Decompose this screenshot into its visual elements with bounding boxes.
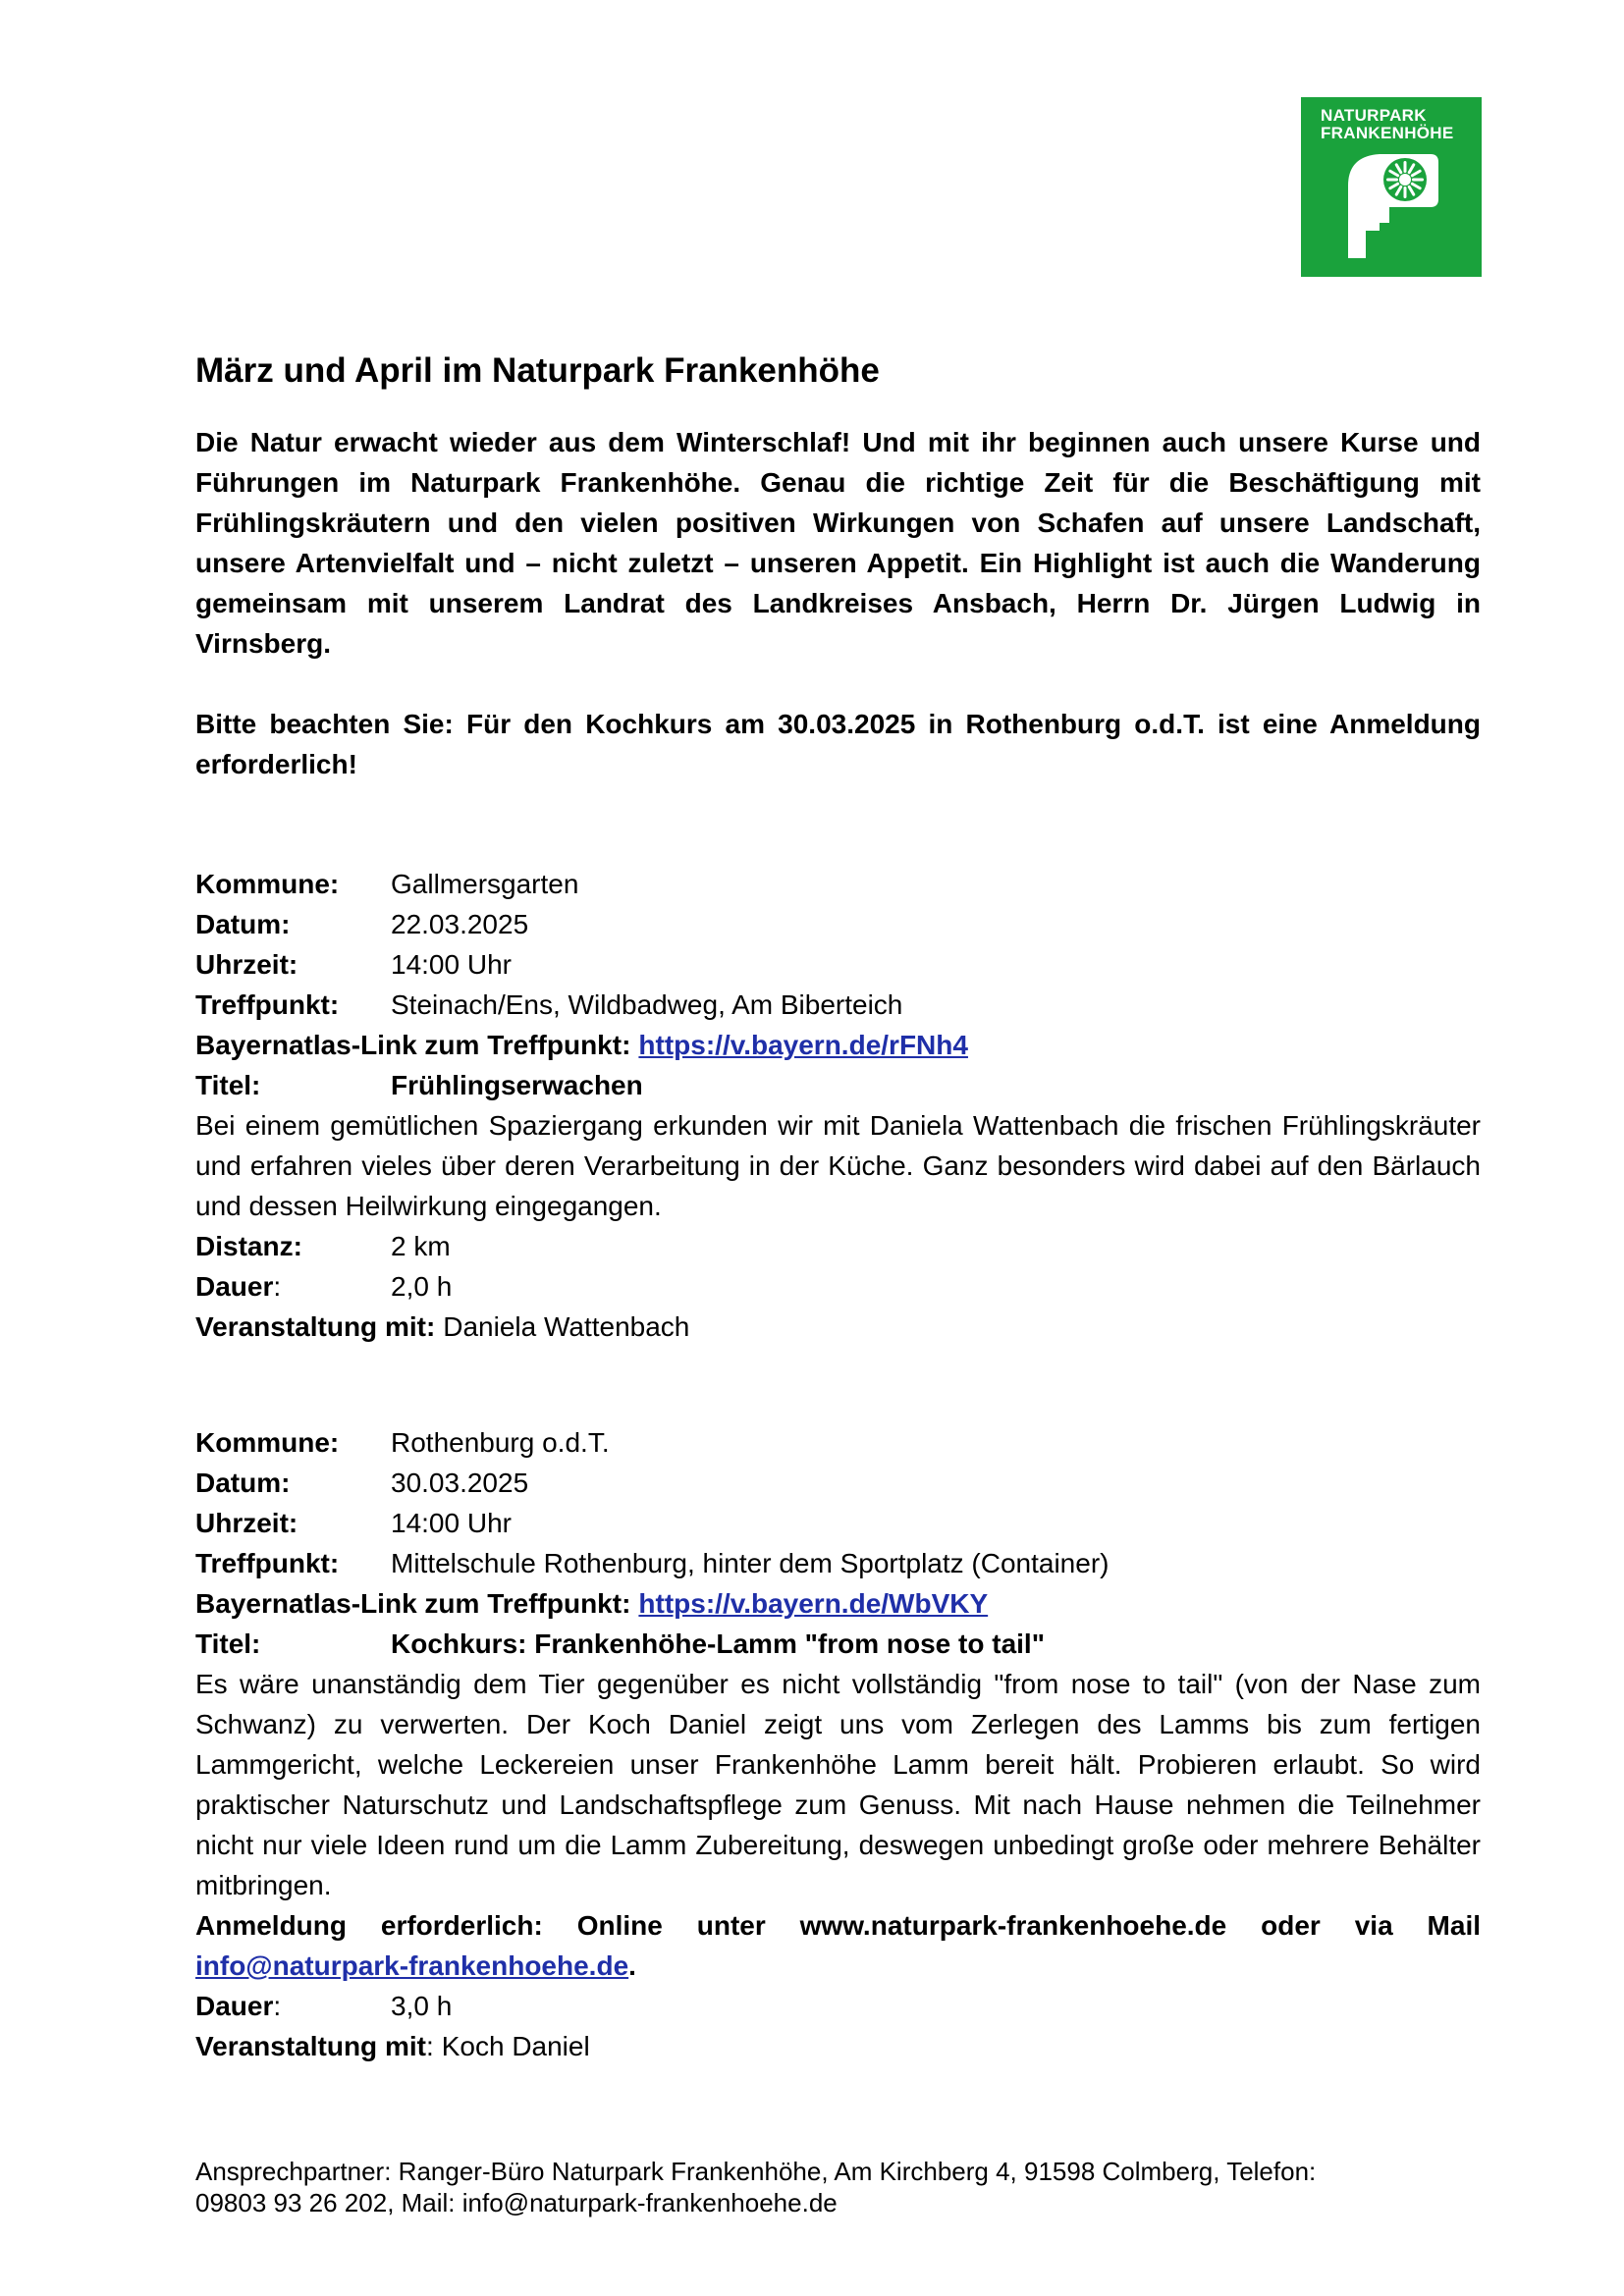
titel-value: Frühlingserwachen (391, 1070, 643, 1100)
datum-label: Datum: (195, 909, 291, 939)
treffpunkt-value: Mittelschule Rothenburg, hinter dem Sportplatz (Container) (391, 1548, 1110, 1578)
event-kommune-row (195, 1422, 1481, 1463)
event-gallmersgarten (195, 864, 1481, 1347)
logo-line-2: FRANKENHÖHE (1321, 124, 1454, 142)
veranstaltung-label: Veranstaltung mit: (195, 1311, 436, 1342)
dauer-label-text: Dauer (195, 1991, 274, 2021)
footer-line-1: Ansprechpartner: Ranger-Büro Naturpark Frankenhöhe, Am Kirchberg 4, 91598 Colmberg, Telefon: (195, 2157, 1317, 2186)
footer-line-2: 09803 93 26 202, Mail: info@naturpark-frankenhoehe.de (195, 2188, 838, 2217)
dauer-label-text: Dauer (195, 1271, 274, 1302)
event-titel-row (195, 1624, 1481, 1664)
treffpunkt-label: Treffpunkt: (195, 989, 340, 1020)
datum-label: Datum: (195, 1468, 291, 1498)
registration-mail-end: . (628, 1950, 636, 1981)
treffpunkt-value: Steinach/Ens, Wildbadweg, Am Biberteich (391, 989, 903, 1020)
bayernatlas-link[interactable]: https://v.bayern.de/rFNh4 (638, 1030, 968, 1060)
dauer-label-colon: : (273, 1271, 282, 1302)
kommune-value: Rothenburg o.d.T. (391, 1427, 610, 1458)
event-treffpunkt-row (195, 985, 1481, 1025)
bayernatlas-label: Bayernatlas-Link zum Treffpunkt: (195, 1030, 631, 1060)
event-registration (195, 1905, 1481, 1986)
kommune-label: Kommune: (195, 1427, 340, 1458)
dauer-label (195, 1986, 391, 2026)
kommune-label: Kommune: (195, 869, 340, 899)
dauer-value: 2,0 h (391, 1271, 453, 1302)
bayernatlas-label: Bayernatlas-Link zum Treffpunkt: (195, 1588, 631, 1619)
logo-line-1: NATURPARK (1321, 106, 1427, 125)
dauer-label (195, 1266, 391, 1307)
event-dauer-row (195, 1986, 1481, 2026)
page-title: März und April im Naturpark Frankenhöhe (195, 351, 880, 390)
dauer-value: 3,0 h (391, 1991, 453, 2021)
event-treffpunkt-row (195, 1543, 1481, 1583)
event-dauer-row (195, 1266, 1481, 1307)
titel-value: Kochkurs: Frankenhöhe-Lamm "from nose to tail" (391, 1629, 1045, 1659)
distanz-value: 2 km (391, 1231, 451, 1261)
datum-value: 22.03.2025 (391, 909, 529, 939)
event-description: Es wäre unanständig dem Tier gegenüber es nicht vollständig "from nose to tail" (von der Nase zum Schwanz) zu verwerten. Der Koch Daniel zeigt uns vom Zerlegen des Lamms bis zum fertigen Lammgericht, welche Leckereien unser Frankenhöhe Lamm bereit hält. Probieren erlaubt. So wird praktischer Naturschutz und Landschaftspflege zum Genuss. Mit nach Hause nehmen die Teilnehmer nicht nur viele Ideen rund um die Lamm Zubereitung, deswegen unbedingt große oder mehrere Behälter mitbringen. (195, 1669, 1481, 1900)
event-bayernatlas-row (195, 1025, 1481, 1065)
uhrzeit-value: 14:00 Uhr (391, 1508, 512, 1538)
event-uhrzeit-row (195, 1503, 1481, 1543)
event-datum-row (195, 1463, 1481, 1503)
veranstaltung-label-text: Veranstaltung mit (195, 2031, 426, 2061)
event-datum-row (195, 904, 1481, 944)
uhrzeit-value: 14:00 Uhr (391, 949, 512, 980)
contact-footer (195, 2156, 1481, 2218)
registration-note: Bitte beachten Sie: Für den Kochkurs am 30.03.2025 in Rothenburg o.d.T. ist eine Anmeldung erforderlich! (195, 709, 1481, 779)
intro-paragraph: Die Natur erwacht wieder aus dem Winterschlaf! Und mit ihr beginnen auch unsere Kurse und Führungen im Naturpark Frankenhöhe. Genau die richtige Zeit für die Beschäftigung mit Frühlingskräutern und den vielen positiven Wirkungen von Schafen auf unsere Landschaft, unsere Artenvielfalt und – nicht zuletzt – unseren Appetit. Ein Highlight ist auch die Wanderung gemeinsam mit unserem Landrat des Landkreises Ansbach, Herrn Dr. Jürgen Ludwig in Virnsberg. (195, 427, 1481, 659)
dauer-label-colon: : (273, 1991, 282, 2021)
event-veranstaltung-row (195, 1307, 1481, 1347)
logo-text (1321, 107, 1454, 142)
event-description: Bei einem gemütlichen Spaziergang erkunden wir mit Daniela Wattenbach die frischen Frühlingskräuter und erfahren vieles über deren Verarbeitung in der Küche. Ganz besonders wird dabei auf den Bärlauch und dessen Heilwirkung eingegangen. (195, 1110, 1481, 1221)
uhrzeit-label: Uhrzeit: (195, 949, 298, 980)
titel-label: Titel: (195, 1629, 261, 1659)
bayernatlas-link[interactable]: https://v.bayern.de/WbVKY (638, 1588, 989, 1619)
flower-head-icon (1340, 148, 1448, 266)
veranstaltung-value: Daniela Wattenbach (443, 1311, 690, 1342)
veranstaltung-label-colon: : (425, 2031, 434, 2061)
event-kommune-row (195, 864, 1481, 904)
event-distanz-row (195, 1226, 1481, 1266)
event-rothenburg (195, 1422, 1481, 2066)
naturpark-logo (1301, 97, 1482, 277)
event-veranstaltung-row (195, 2026, 1481, 2066)
treffpunkt-label: Treffpunkt: (195, 1548, 340, 1578)
kommune-value: Gallmersgarten (391, 869, 579, 899)
registration-text: Anmeldung erforderlich: Online unter www.naturpark-frankenhoehe.de oder via Mail (195, 1910, 1481, 1941)
event-bayernatlas-row (195, 1583, 1481, 1624)
distanz-label: Distanz: (195, 1231, 302, 1261)
uhrzeit-label: Uhrzeit: (195, 1508, 298, 1538)
datum-value: 30.03.2025 (391, 1468, 529, 1498)
event-titel-row (195, 1065, 1481, 1105)
veranstaltung-label (195, 2026, 434, 2066)
registration-mail-link[interactable]: info@naturpark-frankenhoehe.de (195, 1950, 629, 1981)
veranstaltung-value: Koch Daniel (441, 2031, 590, 2061)
event-uhrzeit-row (195, 944, 1481, 985)
titel-label: Titel: (195, 1070, 261, 1100)
